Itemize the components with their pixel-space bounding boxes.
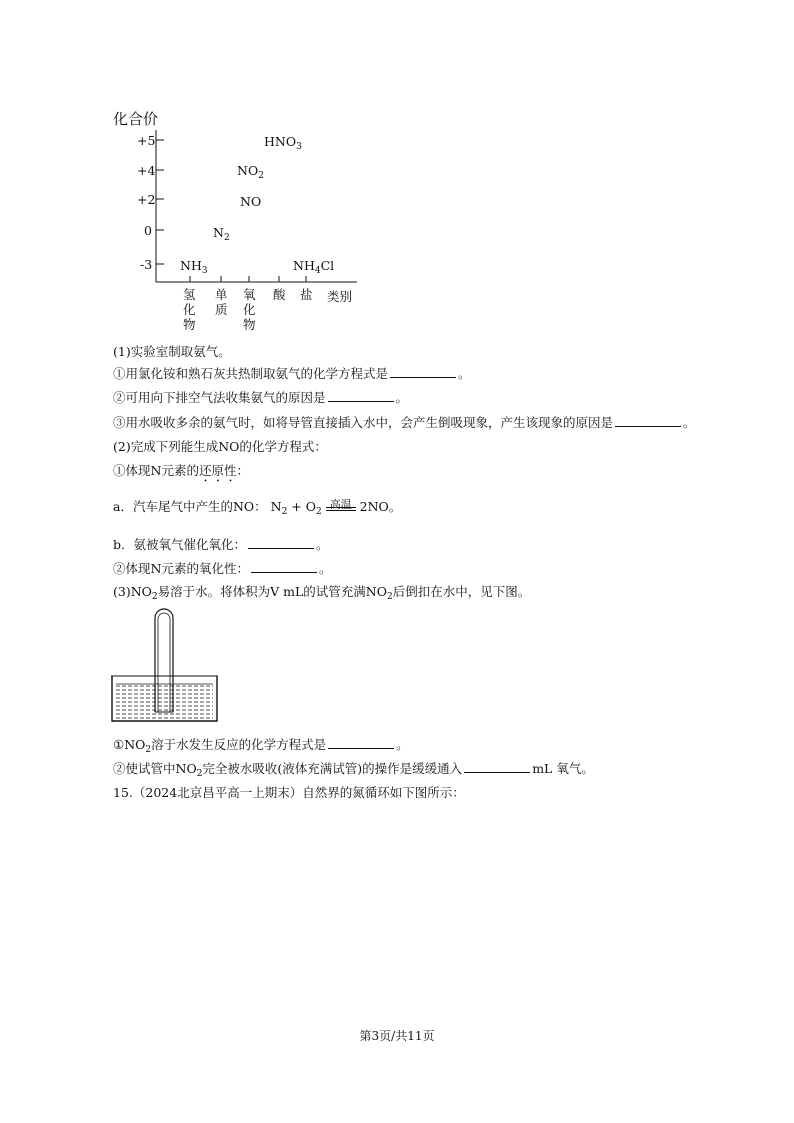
q2-item-2: ②体现N元素的氧化性： 。 (113, 561, 332, 576)
page-footer: 第3页/共11页 (359, 1029, 435, 1043)
x-category-element: 单 质 (215, 287, 228, 317)
chart-axes (0, 0, 794, 320)
equation-n2-o2: $N_2 + O_2$ 高温 2NO。 (270, 498, 402, 517)
q1-heading: (1)实验室制取氨气。 (113, 344, 231, 359)
answer-blank[interactable] (248, 536, 314, 549)
point-nh3: $NH_3$ (180, 258, 208, 276)
q2-item-a: a．汽车尾气中产生的NO： $N_2 + O_2$ 高温 2NO。 (113, 498, 402, 517)
point-n2: $N_2$ (213, 225, 230, 243)
q2-item-b: b．氨被氧气催化氧化： 。 (113, 537, 329, 552)
y-tick-label: 0 (144, 223, 152, 238)
point-nh4cl: $NH_4Cl$ (293, 258, 335, 276)
q3-item-1: $①NO_2$溶于水发生反应的化学方程式是 。 (113, 737, 409, 755)
answer-blank[interactable] (390, 365, 456, 378)
chart-y-title: 化合价 (113, 110, 159, 128)
y-tick-label: +5 (137, 133, 156, 148)
q3-item-2: ②使试管中$NO_2$完全被水吸收(液体充满试管)的操作是缓缓通入 mL 氧气。 (113, 761, 594, 779)
q1-item-3: ③用水吸收多余的氨气时，如将导管直接插入水中，会产生倒吸现象，产生该现象的原因是 。 (113, 415, 696, 430)
x-category-salt: 盐 (300, 287, 313, 302)
y-tick-label: +2 (137, 192, 156, 207)
x-category-acid: 酸 (273, 287, 286, 302)
y-tick-label: +4 (137, 163, 156, 178)
point-hno3: $HNO_3$ (264, 134, 302, 152)
answer-blank[interactable] (464, 760, 530, 773)
question-15: 15.（2024北京昌平高一上期末）自然界的氮循环如下图所示： (113, 785, 465, 800)
answer-blank[interactable] (328, 736, 394, 749)
water-body (116, 684, 213, 720)
q2-item-1: ①体现N元素的还原性： (113, 463, 249, 478)
q2-heading: (2)完成下列能生成NO的化学方程式： (113, 439, 327, 454)
x-category-hydride: 氢 化 物 (183, 287, 196, 332)
x-category-oxide: 氧 化 物 (243, 287, 256, 332)
test-tube-diagram (110, 604, 222, 722)
point-no2: $NO_2$ (237, 163, 264, 181)
answer-blank[interactable] (615, 414, 681, 427)
answer-blank[interactable] (328, 389, 394, 402)
x-axis-title: 类别 (327, 289, 353, 304)
point-no: NO (240, 194, 262, 209)
answer-blank[interactable] (251, 560, 317, 573)
y-tick-label: -3 (140, 257, 153, 272)
q1-item-1: ①用氯化铵和熟石灰共热制取氨气的化学方程式是 。 (113, 366, 471, 381)
q1-item-2: ②可用向下排空气法收集氨气的原因是 。 (113, 390, 409, 405)
q3-heading: $(3)NO_2$易溶于水。将体积为V mL的试管充满$NO_2$后倒扣在水中，见下图。 (113, 584, 531, 602)
